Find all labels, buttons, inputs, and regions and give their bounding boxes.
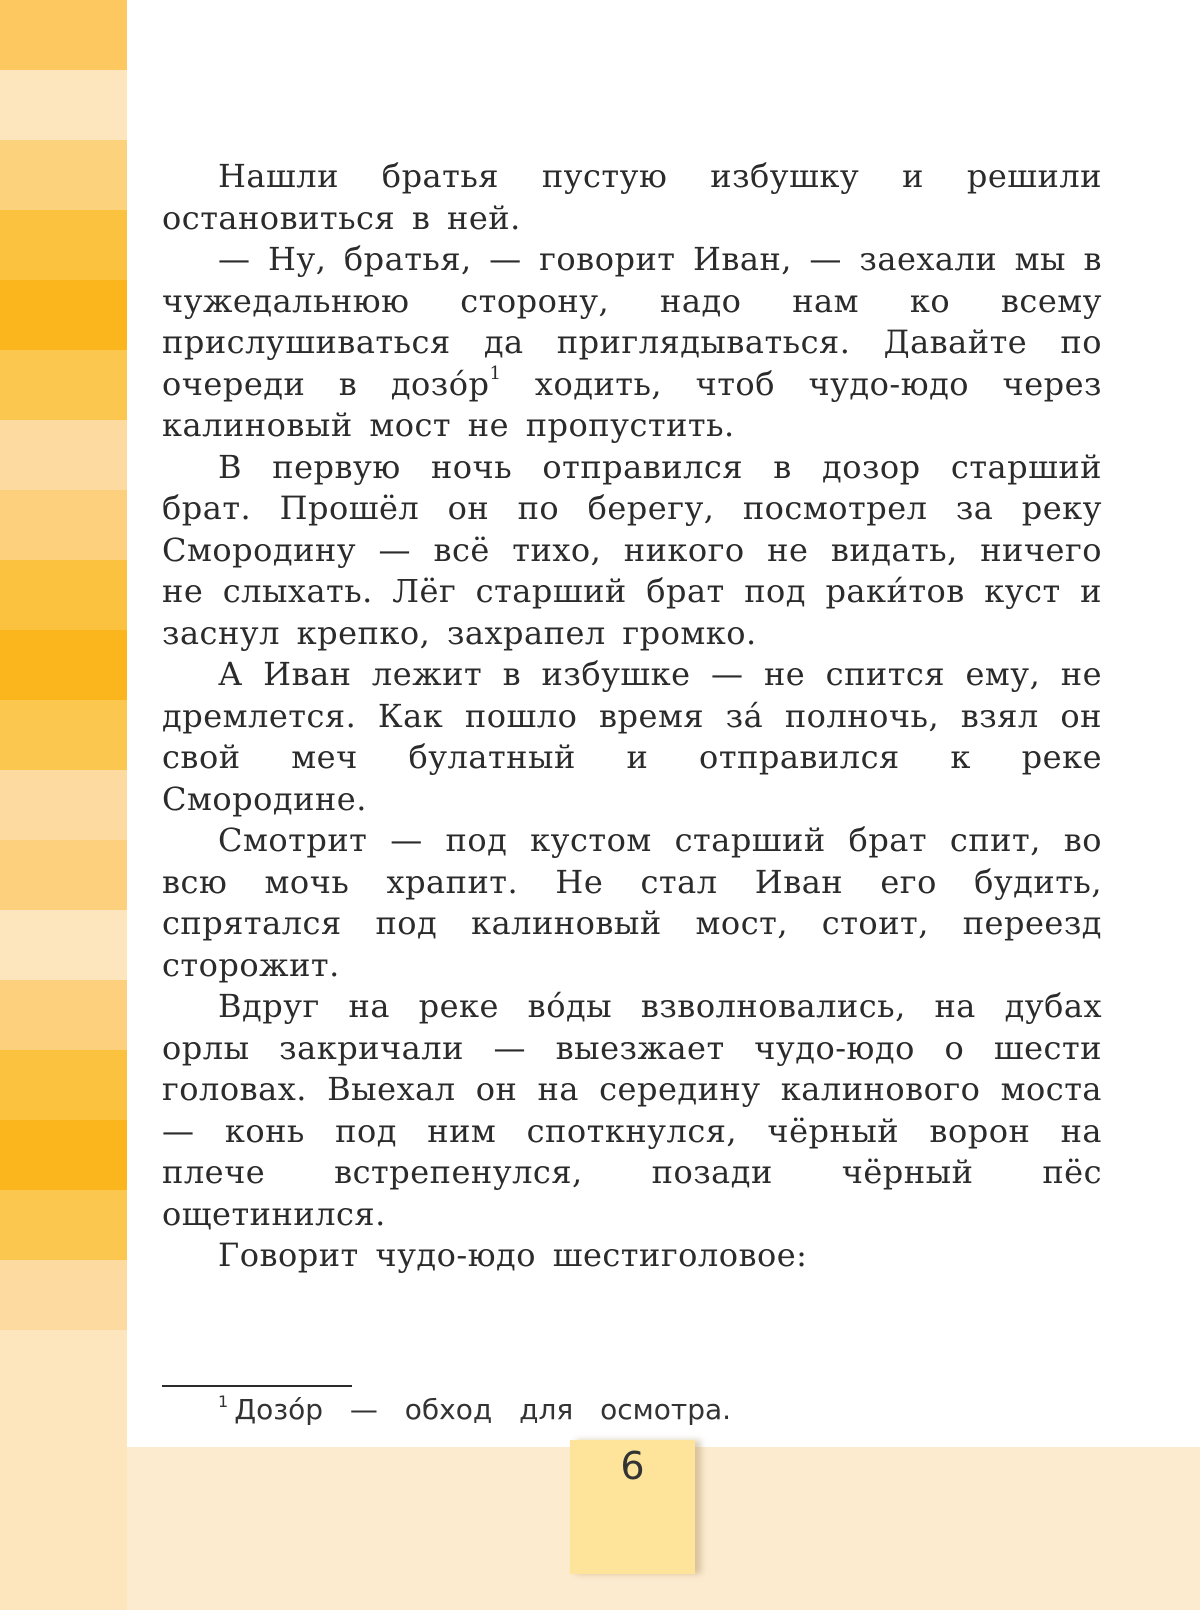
stripe bbox=[0, 840, 127, 910]
stripe bbox=[0, 1330, 127, 1400]
page-number-tab bbox=[570, 1440, 695, 1574]
footnote-text: Дозо́р — обход для осмотра. bbox=[234, 1393, 732, 1426]
paragraph: — Ну, братья, — говорит Иван, — заехали мы в чужедальнюю сторону, надо нам ко всему прислушиваться да приглядываться. Давайте по очереди в $дозо́р^1$ ходить, чтоб чудо-юдо через калиновый мост не пропустить. bbox=[162, 240, 1102, 444]
stripe bbox=[0, 1050, 127, 1120]
stripe bbox=[0, 1120, 127, 1190]
stripe bbox=[0, 980, 127, 1050]
stripe bbox=[0, 630, 127, 700]
footnote bbox=[218, 1393, 731, 1426]
stripe bbox=[0, 910, 127, 980]
stripe bbox=[0, 140, 127, 210]
stripe bbox=[0, 560, 127, 630]
paragraph: Нашли братья пустую избушку и решили остановиться в ней. bbox=[162, 157, 1102, 237]
paragraph: А Иван лежит в избушке — не спится ему, не дремлется. Как пошло время за́ полночь, взял он свой меч булатный и отправился к реке Смородине. bbox=[162, 655, 1102, 818]
stripe bbox=[0, 420, 127, 490]
paragraph: Вдруг на реке во́ды взволновались, на дубах орлы закричали — выезжает чудо-юдо о шести головах. Выехал он на середину калинового моста — конь под ним споткнулся, чёрный ворон на плече встрепенулся, позади чёрный пёс ощетинился. bbox=[162, 987, 1102, 1233]
stripe bbox=[0, 490, 127, 560]
stripe bbox=[0, 0, 127, 70]
footnote-number: 1 bbox=[218, 1392, 229, 1411]
stripe bbox=[0, 350, 127, 420]
stripe bbox=[0, 280, 127, 350]
stripe bbox=[0, 1470, 127, 1540]
footnote-ref: 1 bbox=[489, 362, 502, 384]
paragraph: Смотрит — под кустом старший брат спит, во всю мочь храпит. Не стал Иван его будить, спрятался под калиновый мост, стоит, переезд сторожит. bbox=[162, 821, 1102, 984]
stripe bbox=[0, 1190, 127, 1260]
stripe bbox=[0, 210, 127, 280]
stripe bbox=[0, 1260, 127, 1330]
page-number: 6 bbox=[620, 1444, 645, 1488]
stripe bbox=[0, 70, 127, 140]
paragraph: Говорит чудо-юдо шестиголовое: bbox=[218, 1236, 808, 1274]
story-text bbox=[162, 156, 1102, 1277]
footnote-divider bbox=[162, 1385, 352, 1387]
decorative-stripes bbox=[0, 0, 127, 1574]
stripe bbox=[0, 1540, 127, 1610]
stripe bbox=[0, 700, 127, 770]
stripe bbox=[0, 770, 127, 840]
paragraph: В первую ночь отправился в дозор старший брат. Прошёл он по берегу, посмотрел за реку Смородину — всё тихо, никого не видать, ничего не слыхать. Лёг старший брат под раки́тов куст и заснул крепко, захрапел громко. bbox=[162, 447, 1102, 652]
stripe bbox=[0, 1400, 127, 1470]
